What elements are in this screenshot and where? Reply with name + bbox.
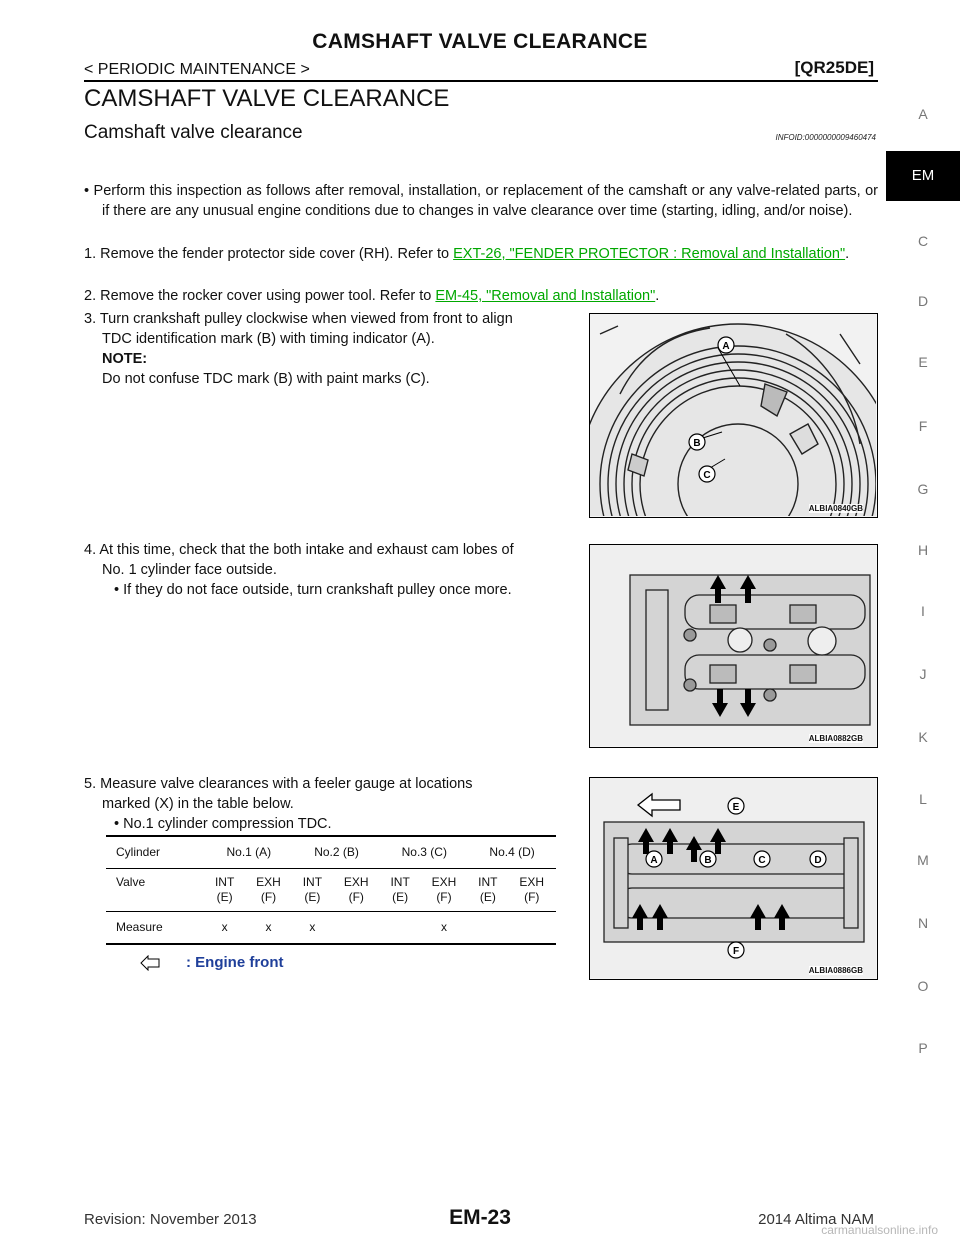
- tab-a[interactable]: A: [918, 106, 928, 122]
- table-cell: x: [205, 912, 244, 945]
- tab-g[interactable]: G: [917, 481, 929, 497]
- table-cell: [468, 912, 507, 945]
- step-1-text: 1. Remove the fender protector side cover (RH). Refer to: [84, 246, 450, 262]
- step-2-text: 2. Remove the rocker cover using power tool. Refer to: [84, 288, 432, 304]
- step-3-line-1: 3. Turn crankshaft pulley clockwise when viewed from front to align: [84, 311, 513, 327]
- table-row-valve: [106, 869, 556, 912]
- table-cell: [508, 912, 556, 945]
- tab-k[interactable]: K: [918, 729, 928, 745]
- tab-l[interactable]: L: [919, 791, 927, 807]
- intro-bullet: • Perform this inspection as follows after removal, installation, or replacement of the camshaft or any valve-related parts, or if there are any unusual engine conditions due to changes in valve clearance over time (starting, idling, and/or noise).: [84, 183, 878, 219]
- section-index-tabs: [886, 0, 960, 1242]
- figure-code: ALBIA0882GB: [808, 734, 863, 743]
- footer-model: 2014 Altima NAM: [758, 1211, 874, 1228]
- step-1: [84, 244, 878, 264]
- step-5: [84, 774, 584, 834]
- table-cell: [332, 912, 380, 945]
- step-5-line-1: 5. Measure valve clearances with a feeler gauge at locations: [84, 776, 473, 792]
- table-cell: EXH (F): [420, 869, 468, 912]
- table-cell: No.2 (B): [293, 836, 381, 869]
- step-3: [84, 309, 584, 389]
- footer-revision: Revision: November 2013: [84, 1211, 257, 1228]
- label-f: F: [732, 946, 740, 957]
- table-cell: INT (E): [468, 869, 507, 912]
- table-row-header: Valve: [106, 869, 205, 912]
- table-cell: x: [244, 912, 292, 945]
- page-number: EM-23: [449, 1206, 511, 1229]
- valve-measure-table: [106, 835, 556, 945]
- table-cell: No.1 (A): [205, 836, 293, 869]
- sub-heading: Camshaft valve clearance: [84, 122, 303, 143]
- tab-d[interactable]: D: [917, 293, 929, 309]
- table-cell: No.3 (C): [380, 836, 468, 869]
- step-5-line-2: marked (X) in the table below.: [102, 796, 294, 812]
- table-row-header: Cylinder: [106, 836, 205, 869]
- table-cell: INT (E): [293, 869, 332, 912]
- table-cell: x: [293, 912, 332, 945]
- figure-crank-pulley: [589, 313, 878, 518]
- legend-engine-front: [140, 954, 284, 971]
- table-cell: EXH (F): [244, 869, 292, 912]
- note-text: Do not confuse TDC mark (B) with paint marks (C).: [102, 371, 430, 387]
- engine-front-arrow-icon: [140, 955, 160, 971]
- step-2: [84, 286, 878, 306]
- cam-lobes-illustration: [590, 545, 876, 746]
- tab-n[interactable]: N: [917, 915, 929, 931]
- step-4-bullet: • If they do not face outside, turn crankshaft pulley once more.: [114, 582, 512, 598]
- tab-p[interactable]: P: [918, 1040, 928, 1056]
- engine-code: [QR25DE]: [794, 58, 874, 77]
- tab-c[interactable]: C: [917, 233, 929, 249]
- section-heading: CAMSHAFT VALVE CLEARANCE: [84, 85, 450, 112]
- tab-o[interactable]: O: [917, 978, 929, 994]
- figure-code: ALBIA0840GB: [808, 504, 863, 513]
- figure-measure-locations: [589, 777, 878, 980]
- step-2-link[interactable]: EM-45, "Removal and Installation": [435, 288, 656, 304]
- tab-i[interactable]: I: [921, 603, 925, 619]
- table-cell: INT (E): [205, 869, 244, 912]
- label-c: C: [758, 855, 766, 866]
- label-c: C: [703, 470, 711, 481]
- header-divider: [84, 80, 878, 82]
- step-2-period: .: [655, 288, 660, 304]
- breadcrumb: < PERIODIC MAINTENANCE >: [84, 61, 310, 78]
- label-b: B: [693, 438, 701, 449]
- label-a: A: [722, 341, 730, 352]
- tab-j[interactable]: J: [919, 666, 927, 682]
- step-5-bullet: • No.1 cylinder compression TDC.: [114, 816, 332, 832]
- tab-e[interactable]: E: [918, 354, 928, 370]
- tab-h[interactable]: H: [917, 542, 929, 558]
- tab-em[interactable]: EM: [886, 151, 960, 201]
- info-id: INFOID:0000000009460474: [775, 133, 876, 142]
- figure-cam-lobes: [589, 544, 878, 748]
- label-d: D: [814, 855, 822, 866]
- note-label: NOTE:: [102, 351, 148, 367]
- step-4-line-1: 4. At this time, check that the both intake and exhaust cam lobes of: [84, 542, 514, 558]
- step-1-link[interactable]: EXT-26, "FENDER PROTECTOR : Removal and Installation": [453, 246, 846, 262]
- step-4-line-2: No. 1 cylinder face outside.: [102, 562, 277, 578]
- tab-f[interactable]: F: [918, 418, 928, 434]
- step-3-line-2: TDC identification mark (B) with timing indicator (A).: [102, 331, 435, 347]
- label-b: B: [704, 855, 712, 866]
- table-row-measure: [106, 912, 556, 945]
- table-cell: EXH (F): [332, 869, 380, 912]
- table-cell: [380, 912, 419, 945]
- crank-pulley-illustration: [590, 314, 876, 516]
- watermark-site: carmanualsonline.info: [821, 1223, 938, 1237]
- step-1-period: .: [845, 246, 850, 262]
- figure-code: ALBIA0886GB: [808, 966, 863, 975]
- table-row-header: Measure: [106, 912, 205, 945]
- table-cell: x: [420, 912, 468, 945]
- table-row-cylinder: [106, 836, 556, 869]
- page-title: CAMSHAFT VALVE CLEARANCE: [312, 30, 648, 53]
- step-4: [84, 540, 584, 600]
- table-cell: No.4 (D): [468, 836, 556, 869]
- legend-text: : Engine front: [186, 954, 284, 971]
- label-e: E: [732, 802, 740, 813]
- tab-m[interactable]: M: [917, 852, 929, 868]
- measure-locations-illustration: [590, 778, 876, 978]
- table-cell: EXH (F): [508, 869, 556, 912]
- table-cell: INT (E): [380, 869, 419, 912]
- label-a: A: [650, 855, 658, 866]
